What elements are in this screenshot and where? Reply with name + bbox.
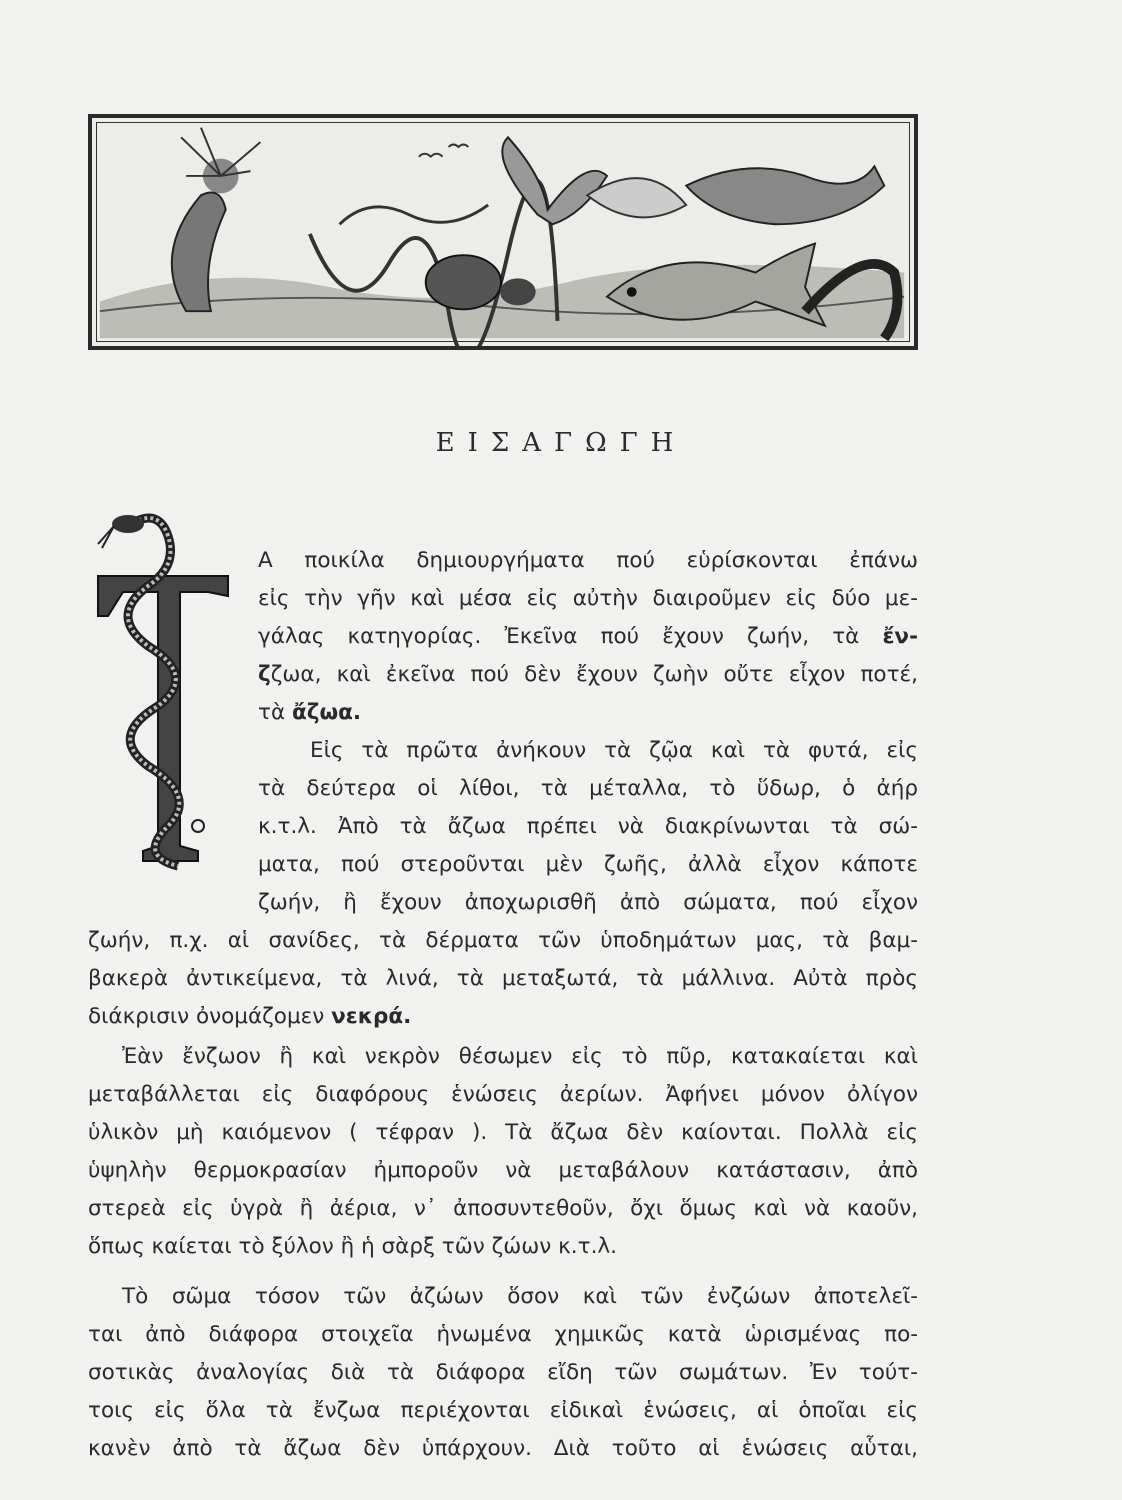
text-line: ὑλικὸν μὴ καιόμενον ( τέφραν ). Τὰ ἄζωα δὲν καίονται. Πολλὰ εἰς <box>88 1120 918 1145</box>
text-line: Ἐὰν ἔνζωον ἢ καὶ νεκρὸν θέσωμεν εἰς τὸ πῦρ, κατακαίεται καὶ <box>122 1044 918 1069</box>
ornamental-drop-cap-t <box>88 496 238 881</box>
text-line: Α ποικίλα δημιουργήματα πού εὑρίσκονται ἐπάνω <box>258 548 918 573</box>
text-line: Εἰς τὰ πρῶτα ἀνήκουν τὰ ζῷα καὶ τὰ φυτά, εἰς <box>310 738 918 763</box>
text-line: γάλας κατηγορίας. Ἐκεῖνα πού ἔχουν ζωήν, τὰ ἔν- <box>258 624 918 649</box>
text-line: σοτικὰς ἀναλογίας διὰ τὰ διάφορα εἴδη τῶν σωμάτων. Ἐν τούτ- <box>88 1360 918 1385</box>
text-line: διάκρισιν ὀνομάζομεν νεκρά. <box>88 1004 412 1029</box>
decorative-banner-illustration <box>88 114 918 350</box>
text-line: βακερὰ ἀντικείμενα, τὰ λινά, τὰ μεταξωτά, τὰ μάλλινα. Αὐτὰ πρὸς <box>88 966 918 991</box>
text-line: ζζωα, καὶ ἐκεῖνα πού δὲν ἔχουν ζωὴν οὔτε εἶχον ποτέ, <box>258 662 918 687</box>
text-line: κανὲν ἀπὸ τὰ ἄζωα δὲν ὑπάρχουν. Διὰ τοῦτο αἱ ἑνώσεις αὗται, <box>88 1436 918 1461</box>
text-line: ζωήν, ἢ ἔχουν ἀποχωρισθῆ ἀπὸ σώματα, πού εἶχον <box>258 890 918 915</box>
text-line: κ.τ.λ. Ἀπὸ τὰ ἄζωα πρέπει νὰ διακρίνωνται τὰ σώ- <box>258 814 918 839</box>
text-line: Τὸ σῶμα τόσον τῶν ἀζώων ὅσον καὶ τῶν ἐνζώων ἀποτελεῖ- <box>122 1284 918 1309</box>
text-line: τοις εἰς ὅλα τὰ ἔνζωα περιέχονται εἰδικαὶ ἑνώσεις, αἱ ὁποῖαι εἰς <box>88 1398 918 1423</box>
text-line: ὑψηλὴν θερμοκρασίαν ἠμποροῦν νὰ μεταβάλουν κατάστασιν, ἀπὸ <box>88 1158 918 1183</box>
text-line: μεταβάλλεται εἰς διαφόρους ἑνώσεις ἀερίων. Ἀφήνει μόνον ὀλίγον <box>88 1082 918 1107</box>
text-line: στερεὰ εἰς ὑγρὰ ἢ ἀέρια, ν᾽ ἀποσυντεθοῦν, ὄχι ὅμως καὶ νὰ καοῦν, <box>88 1196 918 1221</box>
snake-letter-t-icon <box>88 496 238 881</box>
text-line: ὅπως καίεται τὸ ξύλον ἢ ἡ σὰρξ τῶν ζώων κ.τ.λ. <box>88 1234 617 1259</box>
nature-engraving-icon <box>92 118 914 346</box>
text-line: τὰ δεύτερα οἱ λίθοι, τὰ μέταλλα, τὸ ὕδωρ, ὁ ἀήρ <box>258 776 918 801</box>
text-line: ται ἀπὸ διάφορα στοιχεῖα ἡνωμένα χημικῶς κατὰ ὡρισμένας πο- <box>88 1322 918 1347</box>
section-heading: ΕΙΣΑΓΩΓΗ <box>435 428 687 458</box>
text-line: ζωήν, π.χ. αἱ σανίδες, τὰ δέρματα τῶν ὑποδημάτων μας, τὰ βαμ- <box>88 928 918 953</box>
text-line: τὰ ἄζωα. <box>258 700 362 725</box>
text-line: εἰς τὴν γῆν καὶ μέσα εἰς αὐτὴν διαιροῦμεν εἰς δύο με- <box>258 586 918 611</box>
text-line: ματα, πού στεροῦνται μὲν ζωῆς, ἀλλὰ εἶχον κάποτε <box>258 852 918 877</box>
